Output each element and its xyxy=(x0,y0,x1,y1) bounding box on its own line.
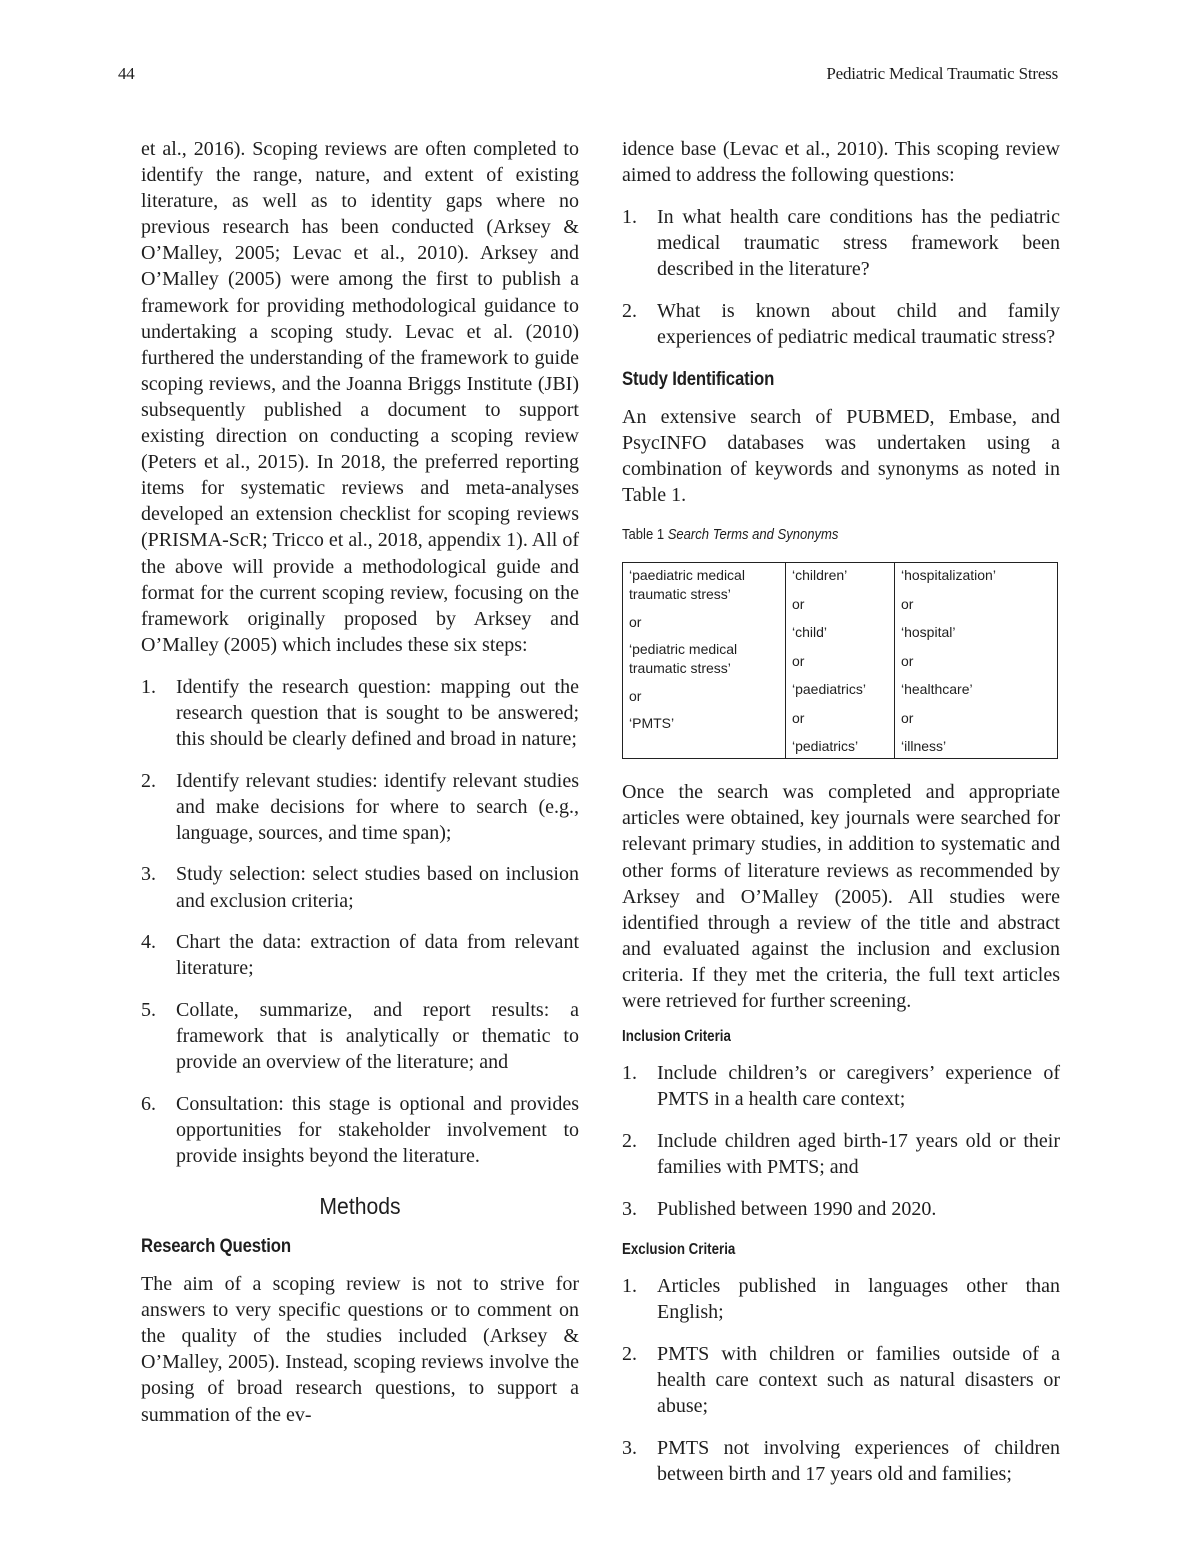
list-text: PMTS not involving experiences of children between birth and 17 years old and families; xyxy=(657,1436,1060,1485)
cell-term: ‘PMTS’ xyxy=(629,715,675,732)
list-number: 3. xyxy=(141,863,156,886)
list-text: Include children aged birth-17 years old or their families with PMTS; and xyxy=(657,1129,1060,1178)
list-text: What is known about child and family experiences of pediatric medical traumatic stress? xyxy=(657,299,1060,349)
list-text: Include children’s or caregivers’ experience of PMTS in a health care context; xyxy=(657,1062,1060,1111)
list-number: 1. xyxy=(622,1275,637,1298)
list-item xyxy=(622,1435,1060,1487)
cell-term: ‘pediatric medical traumatic stress’ xyxy=(629,641,738,677)
list-number: 3. xyxy=(622,1197,637,1220)
table-cell xyxy=(895,563,1058,759)
list-text: Articles published in languages other than English; xyxy=(657,1275,1060,1324)
cell-term: ‘hospital’ xyxy=(901,624,956,641)
exclusion-criteria-list xyxy=(622,1273,1060,1487)
table-caption xyxy=(622,522,1016,548)
list-number: 6. xyxy=(141,1092,156,1115)
cell-term: or xyxy=(629,687,642,704)
research-questions-list xyxy=(622,204,1060,350)
list-number: 2. xyxy=(141,769,156,792)
list-text: PMTS with children or families outside of a health care context such as natural disasters or abuse; xyxy=(657,1342,1060,1418)
list-number: 2. xyxy=(622,1129,637,1152)
list-number: 4. xyxy=(141,931,156,954)
study-identification-paragraph: An extensive search of PUBMED, Embase, and PsycINFO databases was undertaken using a combination of keywords and synonyms as noted in Table 1. xyxy=(622,405,1060,507)
list-item xyxy=(141,861,579,913)
list-text: Identify the research question: mapping out the research question that is sought to be answered; this should be clearly defined and broad in nature; xyxy=(176,675,579,751)
cell-term: or xyxy=(792,709,805,726)
cell-term: or xyxy=(792,652,805,669)
table-label: Table 1 xyxy=(622,527,665,544)
after-table-paragraph: Once the search was completed and appropriate articles were obtained, key journals were searched for relevant primary studies, in addition to systematic and other forms of literature reviews as recommended by Arksey and O’Malley (2005). All studies were identified through a review of the title and abstract and evaluated against the inclusion and exclusion criteria. If they met the criteria, the full text articles were retrieved for further screening. xyxy=(622,781,1060,1012)
cell-term: ‘illness’ xyxy=(901,738,947,755)
list-item xyxy=(141,997,579,1075)
list-item xyxy=(622,1128,1060,1180)
intro-paragraph: et al., 2016). Scoping reviews are often completed to identify the range, nature, and extent of existing literature, as well as to identity gaps where no previous research has been conducted (Arksey & O’Malley, 2005; Levac et al., 2010). Arksey and O’Malley (2005) were among the first to publish a framework for providing methodological guidance to undertaking a scoping study. Levac et al. (2010) furthered the understanding of the framework to guide scoping reviews, and the Joanna Briggs Institute (JBI) subsequently published a document to support existing direction on conducting a scoping review (Peters et al., 2015). In 2018, the preferred reporting items for systematic reviews and meta-analyses developed an extension checklist for scoping reviews (PRISMA-ScR; Tricco et al., 2018, appendix 1). All of the above will provide a methodological guide and format for the current scoping review, focusing on the framework originally proposed by Arksey and O’Malley (2005) which includes these six steps: xyxy=(141,138,579,656)
six-steps-list xyxy=(141,674,579,1169)
cell-term: or xyxy=(792,595,805,612)
list-item xyxy=(622,1196,1060,1222)
research-question-heading: Research Question xyxy=(141,1234,291,1257)
inclusion-criteria-heading: Inclusion Criteria xyxy=(622,1028,731,1046)
list-number: 3. xyxy=(622,1436,637,1459)
cell-term: ‘child’ xyxy=(792,624,828,641)
list-number: 2. xyxy=(622,1342,637,1365)
list-text: In what health care conditions has the pediatric medical traumatic stress framework been described in the literature? xyxy=(657,206,1060,281)
cell-term: ‘hospitalization’ xyxy=(901,567,996,584)
list-item xyxy=(141,929,579,981)
search-terms-table xyxy=(622,562,1058,759)
cell-term: ‘children’ xyxy=(792,567,848,584)
right-column xyxy=(622,136,1060,1502)
cell-term: or xyxy=(901,652,914,669)
list-text: Chart the data: extraction of data from relevant literature; xyxy=(176,931,579,980)
list-text: Published between 1990 and 2020. xyxy=(657,1197,937,1220)
list-item xyxy=(141,768,579,846)
list-number: 1. xyxy=(622,1062,637,1085)
cell-term: ‘pediatrics’ xyxy=(792,738,859,755)
cell-term: or xyxy=(901,595,914,612)
running-title: Pediatric Medical Traumatic Stress xyxy=(826,64,1058,83)
table-cell xyxy=(786,563,895,759)
cell-term: ‘paediatrics’ xyxy=(792,681,866,698)
cell-term: or xyxy=(629,613,642,630)
list-number: 1. xyxy=(141,675,156,698)
list-text: Study selection: select studies based on inclusion and exclusion criteria; xyxy=(176,863,579,912)
list-number: 1. xyxy=(622,206,637,229)
research-question-paragraph: The aim of a scoping review is not to strive for answers to very specific questions or to comment on the quality of the studies included (Arksey & O’Malley, 2005). Instead, scoping reviews involve the posing of broad research questions, to support a summation of the ev- xyxy=(141,1273,579,1426)
cell-term: ‘healthcare’ xyxy=(901,681,973,698)
list-text: Consultation: this stage is optional and provides opportunities for stakeholder involvement to provide insights beyond the literature. xyxy=(176,1092,579,1167)
list-item xyxy=(622,204,1060,282)
left-column xyxy=(141,136,579,1428)
list-item xyxy=(622,1060,1060,1112)
cell-term: ‘paediatric medical traumatic stress’ xyxy=(629,567,745,603)
table-cell xyxy=(623,563,786,759)
exclusion-criteria-heading: Exclusion Criteria xyxy=(622,1241,736,1259)
page-number: 44 xyxy=(118,64,135,83)
list-item xyxy=(622,298,1060,350)
cell-term: or xyxy=(901,709,914,726)
list-item xyxy=(622,1341,1060,1419)
methods-heading: Methods xyxy=(319,1192,401,1219)
list-item xyxy=(622,1273,1060,1325)
list-item xyxy=(141,674,579,752)
list-text: Identify relevant studies: identify relevant studies and make decisions for where to search (e.g., language, sources, and time span); xyxy=(176,769,579,844)
table-title: Search Terms and Synonyms xyxy=(667,527,839,544)
list-number: 2. xyxy=(622,299,637,322)
inclusion-criteria-list xyxy=(622,1060,1060,1221)
table-row xyxy=(623,563,1058,759)
continuation-paragraph: idence base (Levac et al., 2010). This scoping review aimed to address the following questions: xyxy=(622,138,1060,187)
study-identification-heading: Study Identification xyxy=(622,367,775,390)
list-item xyxy=(141,1091,579,1169)
list-number: 5. xyxy=(141,998,156,1021)
list-text: Collate, summarize, and report results: a framework that is analytically or thematic to provide an overview of the literature; and xyxy=(176,998,579,1073)
